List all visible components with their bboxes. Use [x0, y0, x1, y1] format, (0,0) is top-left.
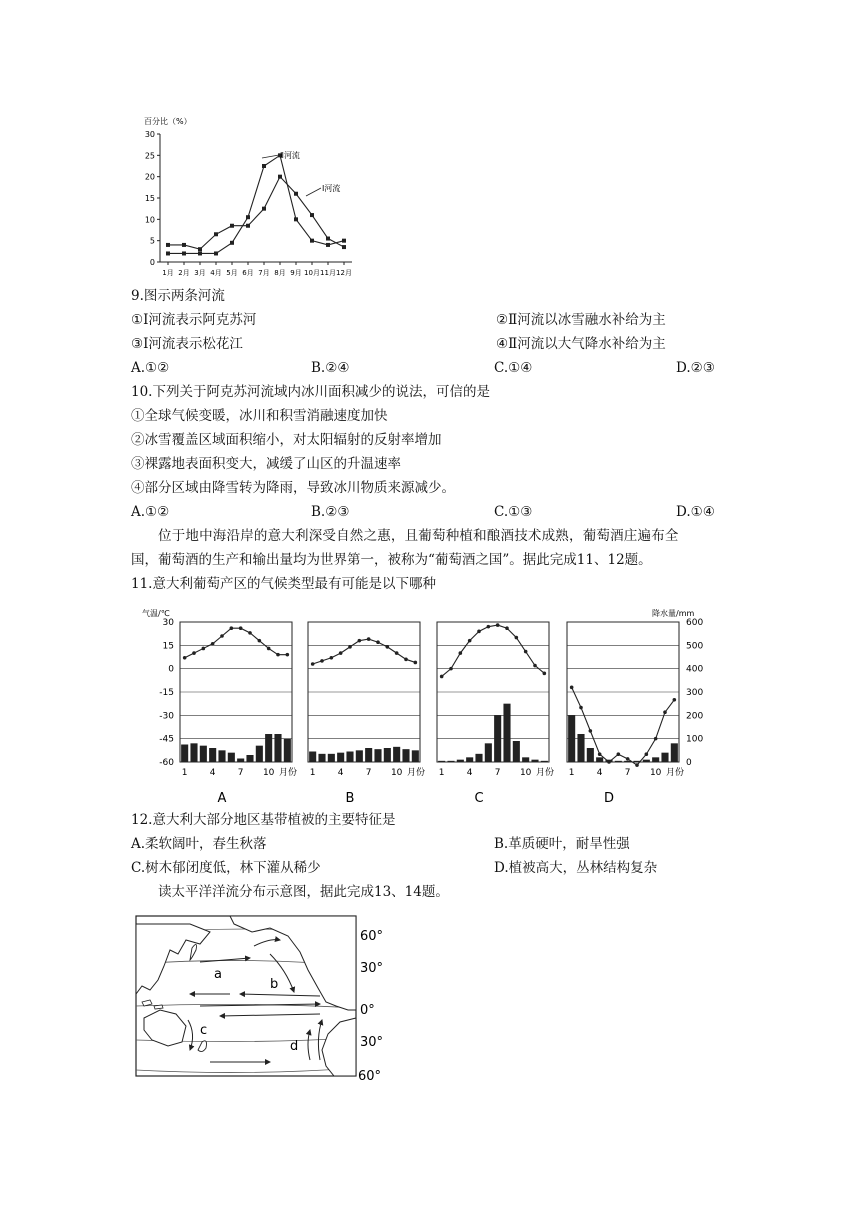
climate-temp-point — [267, 647, 271, 651]
q11-stem: 11.意大利葡萄产区的气候类型最有可能是以下哪种 — [131, 576, 436, 592]
climate-panel-B — [308, 622, 425, 806]
climate-precip-bar — [412, 750, 419, 762]
chart1-xtick-label: 12月 — [336, 269, 352, 277]
climate-precip-bar — [475, 754, 482, 762]
climate-temp-point — [230, 626, 234, 630]
lat-label-30s: 30° — [360, 1035, 384, 1050]
chart1-point — [326, 243, 330, 247]
climate-month-tick: 10 — [390, 768, 403, 778]
chart1-point — [166, 251, 170, 255]
chart1-point — [310, 239, 314, 243]
climate-left-tick: -30 — [159, 711, 174, 722]
climate-temp-point — [496, 623, 500, 627]
climate-precip-bar — [246, 755, 253, 762]
chart1-series-line-2 — [168, 177, 344, 250]
q10-statement-3: ③裸露地表面积变大，减缓了山区的升温速率 — [131, 456, 401, 472]
chart1-xtick-label: 1月 — [162, 269, 174, 277]
climate-temp-point — [348, 645, 352, 649]
climate-temp-point — [358, 639, 362, 643]
climate-temp-point — [533, 664, 537, 668]
climate-precip-bar — [402, 749, 409, 762]
climate-month-tick: 10 — [519, 768, 532, 778]
chart1-xtick-label: 3月 — [194, 269, 206, 277]
climate-right-axis-label: 降水量/mm — [652, 609, 695, 618]
climate-precip-bar — [346, 752, 353, 763]
climate-left-tick: 15 — [162, 641, 174, 652]
chart1-point — [262, 207, 266, 211]
climate-precip-bar — [190, 743, 197, 762]
climate-left-tick: 30 — [162, 618, 174, 628]
chart1-point — [262, 164, 266, 168]
climate-right-tick: 0 — [686, 758, 692, 768]
current-label-a: a — [214, 967, 222, 982]
climate-month-tick: 4 — [337, 768, 344, 778]
q10-option-d[interactable]: D.①④ — [676, 504, 715, 520]
climate-month-tick: 7 — [237, 768, 244, 778]
climate-temp-point — [258, 639, 262, 643]
climate-right-tick: 400 — [686, 664, 704, 675]
climate-temp-point — [330, 656, 334, 660]
chart1-point — [246, 224, 250, 228]
climate-temp-point — [579, 706, 583, 710]
climate-temp-point — [487, 625, 491, 629]
climate-precip-bar — [356, 750, 363, 762]
climate-temp-point — [414, 661, 418, 665]
climate-month-tick: 月份 — [278, 768, 298, 778]
climate-precip-bar — [577, 734, 584, 762]
q10-option-c[interactable]: C.①③ — [494, 504, 533, 520]
chart1-xtick-label: 8月 — [274, 269, 286, 277]
q12-option-c[interactable]: C.树木郁闭度低，林下灌从稀少 — [131, 860, 321, 876]
climate-precip-bar — [318, 754, 325, 762]
climate-precip-bar — [661, 753, 668, 762]
climate-temp-point — [202, 647, 206, 651]
climate-temp-point — [515, 636, 519, 640]
climate-temp-point — [645, 752, 649, 756]
chart1-ytick-label: 10 — [144, 215, 155, 225]
passage1-line1: 位于地中海沿岸的意大利深受自然之惠，且葡萄种植和酿酒技术成熟，葡萄酒庄遍布全 — [158, 528, 679, 544]
climate-temp-point — [367, 637, 371, 641]
climate-precip-bar — [494, 715, 501, 762]
climate-precip-bar — [652, 757, 659, 762]
chart1-leader-i — [306, 188, 321, 196]
climate-precip-bar — [643, 760, 650, 762]
climate-precip-bar — [337, 753, 344, 762]
climate-month-tick: 月份 — [535, 768, 555, 778]
chart1-point — [182, 243, 186, 247]
climate-month-tick: 7 — [624, 768, 631, 778]
climate-left-tick: -45 — [159, 734, 174, 745]
climate-temp-point — [440, 675, 444, 679]
climate-temp-point — [570, 686, 574, 690]
climate-precip-bar — [228, 753, 235, 762]
climate-month-tick: 4 — [209, 768, 216, 778]
climate-left-tick: 0 — [168, 664, 174, 675]
climate-temp-point — [505, 626, 509, 630]
climate-temp-point — [183, 656, 187, 660]
climate-right-tick: 200 — [686, 711, 704, 722]
chart1-point — [214, 232, 218, 236]
climate-temp-point — [239, 626, 243, 630]
chart1-xtick-label: 9月 — [290, 269, 302, 277]
climate-month-tick: 7 — [494, 768, 501, 778]
q9-option-a[interactable]: A.①② — [131, 360, 170, 376]
climate-precip-bar — [374, 749, 381, 762]
q10-option-b[interactable]: B.②③ — [311, 504, 350, 520]
current-label-d: d — [290, 1039, 299, 1054]
chart1-ytick-label: 25 — [144, 151, 155, 161]
climate-right-tick: 600 — [686, 618, 704, 628]
chart1-point — [198, 251, 202, 255]
climate-precip-bar — [531, 760, 538, 762]
chart1-ytick-label: 0 — [149, 258, 155, 267]
climate-month-tick: 10 — [262, 768, 275, 778]
q9-statement-4: ④Ⅱ河流以大气降水补给为主 — [496, 336, 666, 352]
climate-precip-bar — [503, 704, 510, 762]
chart1-series-line-1 — [168, 155, 344, 253]
climate-panel-label: A — [217, 791, 227, 806]
q10-statement-4: ④部分区域由降雪转为降雨，导致冰川物质来源减少。 — [131, 480, 455, 496]
climate-month-tick: 7 — [365, 768, 372, 778]
q9-stem: 9.图示两条河流 — [131, 288, 225, 304]
climate-month-tick: 4 — [596, 768, 603, 778]
climate-temp-point — [468, 639, 472, 643]
climate-panel-D — [567, 622, 684, 806]
river-runoff-chart — [140, 108, 370, 280]
climate-month-tick: 1 — [568, 768, 575, 778]
chart1-ytick-label: 15 — [144, 194, 155, 203]
climate-right-tick: 300 — [686, 688, 704, 698]
chart1-ytick-label: 20 — [144, 172, 155, 182]
climate-temp-point — [459, 651, 463, 655]
q9-statement-2: ②Ⅱ河流以冰雪融水补给为主 — [496, 312, 666, 328]
chart1-xtick-label: 7月 — [258, 269, 270, 277]
q9-option-c[interactable]: C.①④ — [494, 360, 533, 376]
climate-precip-bar — [615, 761, 622, 762]
climate-temp-point — [220, 634, 224, 638]
q9-statement-1: ①Ⅰ河流表示阿克苏河 — [131, 312, 257, 328]
q10-statement-2: ②冰雪覆盖区域面积缩小，对太阳辐射的反射率增加 — [131, 432, 442, 448]
climate-precip-bar — [237, 759, 244, 763]
chart1-ytick-label: 5 — [149, 236, 155, 246]
chart1-point — [342, 245, 346, 249]
chart1-xtick-label: 11月 — [320, 269, 336, 277]
climate-temp-point — [663, 710, 667, 714]
chart1-xtick-label: 4月 — [210, 269, 222, 277]
chart1-point — [278, 175, 282, 179]
climate-temp-point — [449, 667, 453, 671]
climate-temp-point — [404, 658, 408, 662]
climate-temp-point — [339, 651, 343, 655]
climate-temp-point — [276, 653, 280, 657]
climate-temp-point — [286, 653, 290, 657]
climate-temp-point — [477, 630, 481, 634]
climate-precip-bar — [457, 760, 464, 762]
q9-option-d[interactable]: D.②③ — [676, 360, 715, 376]
climate-left-tick: -15 — [159, 688, 174, 698]
climate-precip-bar — [513, 741, 520, 762]
current-label-c: c — [200, 1023, 208, 1038]
climate-right-tick: 500 — [686, 641, 704, 652]
climate-panel-label: D — [603, 791, 615, 806]
q9-option-b[interactable]: B.②④ — [311, 360, 350, 376]
climate-precip-bar — [256, 746, 263, 762]
chart1-point — [246, 215, 250, 219]
chart1-point — [214, 251, 218, 255]
chart1-xtick-label: 6月 — [242, 269, 254, 277]
climate-panel-A — [180, 622, 297, 806]
climate-precip-bar — [365, 748, 372, 762]
chart1-point — [294, 192, 298, 196]
climate-month-tick: 4 — [466, 768, 473, 778]
climate-month-tick: 1 — [181, 768, 188, 778]
climate-temp-point — [311, 662, 315, 666]
climate-precip-bar — [274, 734, 281, 762]
climate-panel-C — [437, 622, 554, 806]
climate-month-tick: 1 — [309, 768, 316, 778]
chart1-label-i: Ⅰ河流 — [322, 184, 341, 193]
q12-option-a[interactable]: A.柔软阔叶，春生秋落 — [131, 836, 267, 852]
chart1-point — [182, 251, 186, 255]
climate-precip-bar — [265, 734, 272, 762]
passage1-line2: 国，葡萄酒的生产和输出量均为世界第一，被称为“葡萄酒之国”。据此完成11、12题。 — [131, 552, 652, 568]
climate-precip-bar — [522, 757, 529, 762]
climate-temp-point — [192, 651, 196, 655]
climate-charts — [140, 604, 710, 812]
q9-statement-3: ③Ⅰ河流表示松花江 — [131, 336, 243, 352]
climate-precip-bar — [541, 761, 548, 762]
q10-stem: 10.下列关于阿克苏河流域内冰川面积减少的说法，可信的是 — [131, 384, 490, 400]
climate-temp-point — [654, 737, 658, 741]
climate-temp-point — [543, 672, 547, 676]
pacific-current-map — [130, 910, 400, 1090]
climate-month-tick: 1 — [438, 768, 445, 778]
climate-precip-bar — [596, 757, 603, 762]
climate-precip-bar — [218, 750, 225, 762]
chart1-ytick-label: 30 — [144, 130, 155, 139]
current-label-b: b — [270, 977, 279, 992]
climate-precip-bar — [309, 752, 316, 763]
climate-panel-label: B — [345, 791, 355, 806]
climate-temp-point — [607, 760, 611, 764]
chart1-point — [230, 241, 234, 245]
q10-statement-1: ①全球气候变暖，冰川和积雪消融速度加快 — [131, 408, 388, 424]
climate-month-tick: 10 — [649, 768, 662, 778]
climate-precip-bar — [200, 746, 207, 762]
chart1-point — [294, 217, 298, 221]
climate-temp-point — [598, 752, 602, 756]
climate-precip-bar — [671, 743, 678, 762]
lat-label-60s: 60° — [358, 1069, 382, 1084]
climate-month-tick: 月份 — [406, 768, 426, 778]
climate-month-tick: 月份 — [665, 768, 685, 778]
climate-temp-point — [635, 763, 639, 767]
climate-temp-point — [395, 651, 399, 655]
q12-stem: 12.意大利大部分地区基带植被的主要特征是 — [131, 812, 396, 828]
passage2: 读太平洋洋流分布示意图，据此完成13、14题。 — [158, 884, 449, 900]
climate-precip-bar — [438, 761, 445, 762]
climate-precip-bar — [587, 748, 594, 762]
climate-precip-bar — [447, 761, 454, 762]
climate-temp-point — [617, 752, 621, 756]
climate-temp-point — [386, 645, 390, 649]
climate-right-tick: 100 — [686, 734, 704, 745]
climate-precip-bar — [328, 754, 335, 762]
lat-label-30n: 30° — [360, 961, 384, 976]
climate-temp-point — [376, 640, 380, 644]
climate-left-tick: -60 — [159, 758, 174, 768]
chart1-point — [310, 213, 314, 217]
climate-temp-point — [211, 642, 215, 646]
climate-left-axis-label: 气温/℃ — [142, 609, 170, 618]
climate-precip-bar — [393, 747, 400, 762]
chart1-point — [342, 239, 346, 243]
climate-precip-bar — [466, 757, 473, 762]
lat-label-0: 0° — [360, 1003, 375, 1018]
climate-temp-point — [248, 631, 252, 635]
climate-precip-bar — [181, 745, 188, 763]
chart1-point — [326, 237, 330, 241]
climate-precip-bar — [568, 715, 575, 762]
climate-temp-point — [626, 757, 630, 761]
chart1-xtick-label: 10月 — [304, 269, 320, 277]
q12-option-b[interactable]: B.革质硬叶，耐旱性强 — [494, 836, 630, 852]
chart1-ylabel: 百分比（%） — [144, 117, 192, 126]
chart1-label-ii: Ⅱ河流 — [280, 151, 300, 160]
climate-panel-label: C — [474, 791, 484, 806]
q10-option-a[interactable]: A.①② — [131, 504, 170, 520]
q12-option-d[interactable]: D.植被高大，丛林结构复杂 — [494, 860, 658, 876]
climate-temp-point — [524, 650, 528, 654]
climate-temp-point — [589, 729, 593, 733]
chart1-point — [230, 224, 234, 228]
chart1-xtick-label: 2月 — [178, 269, 190, 277]
chart1-xtick-label: 5月 — [226, 269, 238, 277]
chart1-point — [198, 247, 202, 251]
climate-precip-bar — [209, 748, 216, 762]
climate-precip-bar — [384, 748, 391, 762]
climate-precip-bar — [284, 739, 291, 762]
chart1-point — [166, 243, 170, 247]
climate-precip-bar — [485, 743, 492, 762]
climate-temp-point — [673, 698, 677, 702]
climate-temp-point — [320, 659, 324, 663]
lat-label-60n: 60° — [360, 929, 384, 944]
